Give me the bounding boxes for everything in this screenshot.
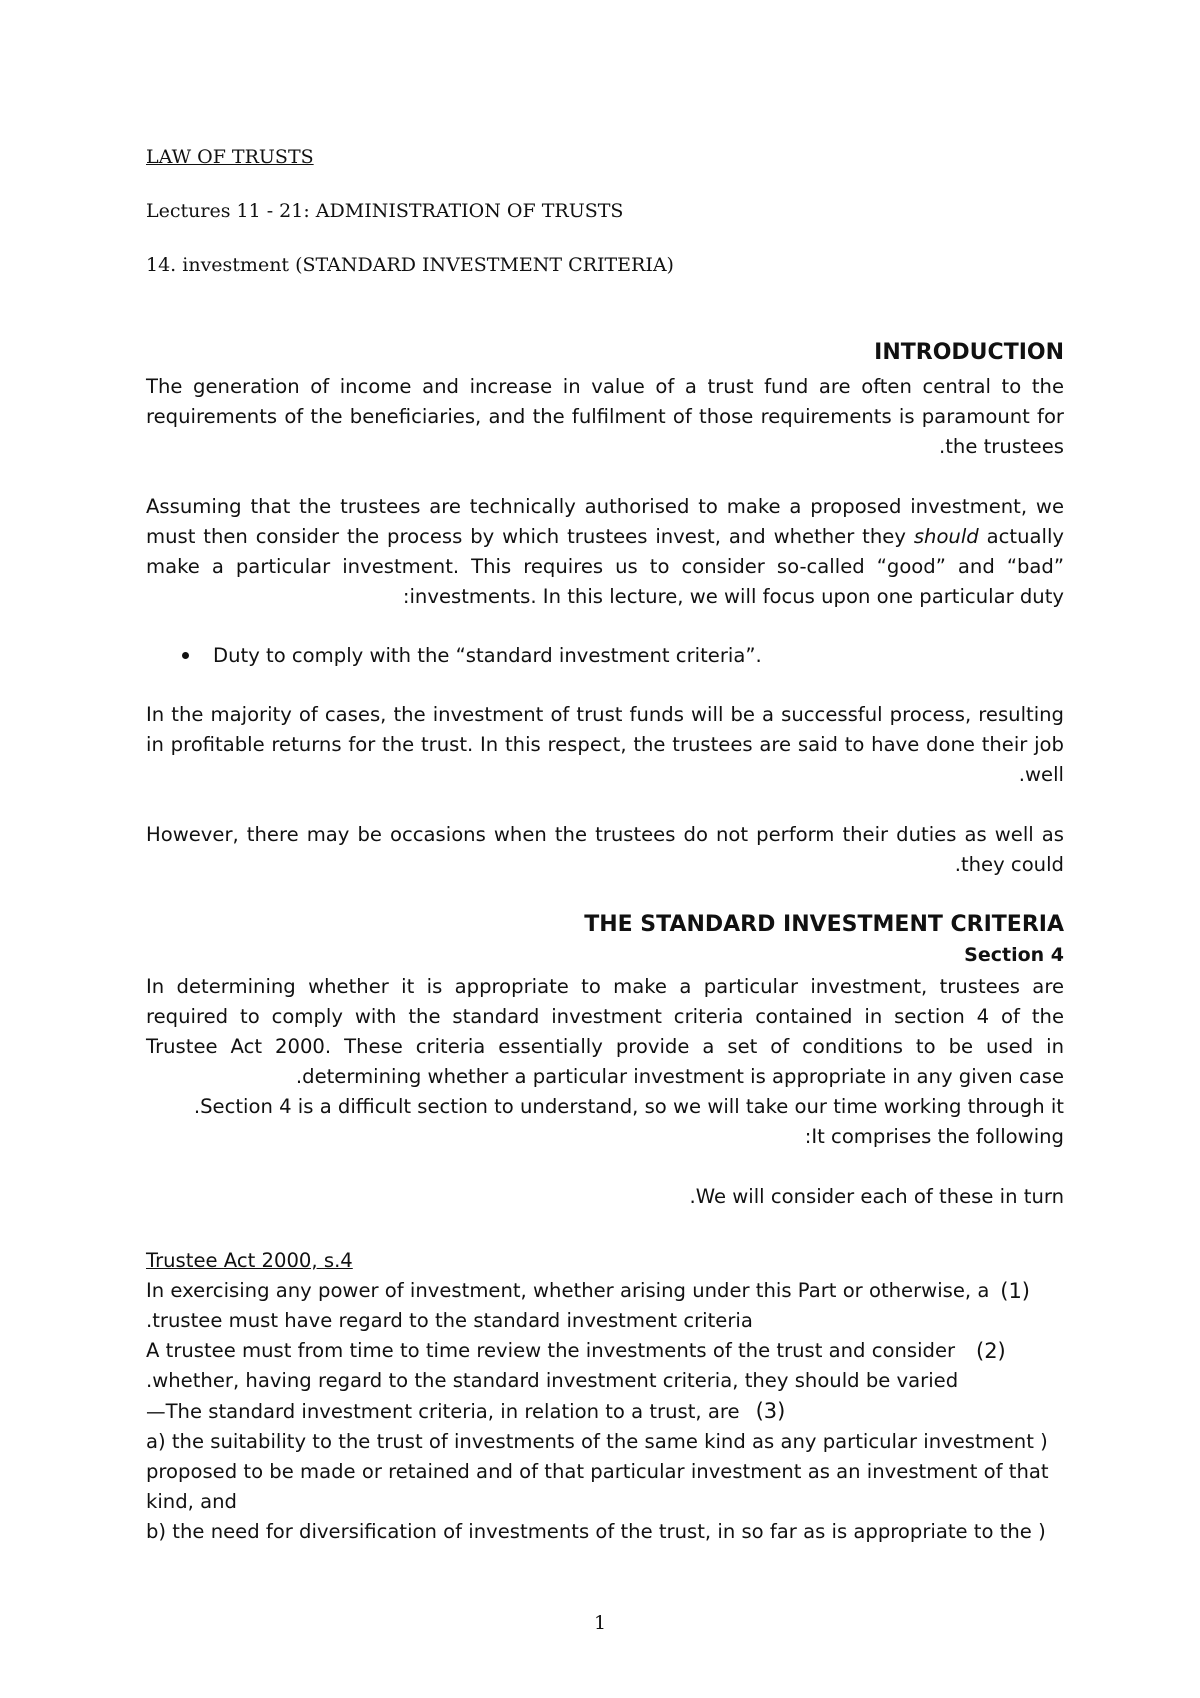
- text-line: [146, 522, 1064, 552]
- text-line: required to comply with the standard investment criteria contained in section 4 of the: [146, 1005, 1064, 1028]
- subsection-number: (2): [976, 1339, 1006, 1363]
- statute-a-line1: a) the suitability to the trust of investments of the same kind as any particular investment ): [146, 1430, 1048, 1453]
- statute-b-line1: b) the need for diversification of investments of the trust, in so far as is appropriate to the ): [146, 1520, 1046, 1543]
- statute-a-line2: proposed to be made or retained and of that particular investment as an investment of that: [146, 1460, 1049, 1483]
- text-line: In determining whether it is appropriate to make a particular investment, trustees are: [146, 975, 1064, 998]
- page-number: 1: [593, 1612, 607, 1634]
- topic-line: 14. investment (STANDARD INVESTMENT CRITERIA): [146, 254, 674, 276]
- text-line: .the trustees: [939, 435, 1064, 458]
- criteria-heading: THE STANDARD INVESTMENT CRITERIA: [584, 912, 1064, 937]
- intro-paragraph-2: [146, 492, 1064, 612]
- intro-paragraph-4: [146, 820, 1064, 880]
- text-line: In the majority of cases, the investment of trust funds will be a successful process, resulting: [146, 703, 1064, 726]
- text-line: Assuming that the trustees are technically authorised to make a proposed investment, we: [146, 495, 1064, 518]
- text-fragment: actually: [986, 525, 1064, 548]
- text-line: make a particular investment. This requires us to consider so-called “good” and “bad”: [146, 555, 1064, 578]
- course-title: LAW OF TRUSTS: [146, 146, 314, 168]
- text-line: However, there may be occasions when the trustees do not perform their duties as well as: [146, 823, 1064, 846]
- lectures-line: Lectures 11 - 21: ADMINISTRATION OF TRUSTS: [146, 200, 624, 222]
- criteria-subheading: Section 4: [964, 944, 1064, 966]
- criteria-paragraph-2: [146, 1182, 1064, 1212]
- statute-extract: [146, 1246, 1064, 1547]
- text-line: :It comprises the following: [804, 1125, 1064, 1148]
- statute-s1-line1: [146, 1276, 1064, 1306]
- text-line: .We will consider each of these in turn: [689, 1185, 1064, 1208]
- statute-s2-line2: .whether, having regard to the standard investment criteria, they should be varied: [146, 1369, 959, 1392]
- introduction-heading: INTRODUCTION: [874, 340, 1064, 365]
- text-line: requirements of the beneficiaries, and the fulfilment of those requirements is paramount for: [146, 405, 1064, 428]
- intro-paragraph-1: [146, 372, 1064, 462]
- text-line: .they could: [954, 853, 1064, 876]
- bullet-item: [182, 644, 762, 667]
- statute-s3-line1: [146, 1396, 1064, 1427]
- text-line: :investments. In this lecture, we will focus upon one particular duty: [402, 585, 1064, 608]
- text-line: .Section 4 is a difficult section to understand, so we will take our time working through it: [193, 1095, 1064, 1118]
- statute-title: Trustee Act 2000, s.4: [146, 1249, 353, 1272]
- text-line: in profitable returns for the trust. In this respect, the trustees are said to have done their job: [146, 733, 1064, 756]
- statute-a-line3: kind, and: [146, 1490, 237, 1513]
- text-fragment: must then consider the process by which trustees invest, and whether they: [146, 525, 906, 548]
- emphasis-should: should: [913, 525, 979, 548]
- text-line: Trustee Act 2000. These criteria essentially provide a set of conditions to be used in: [146, 1035, 1064, 1058]
- subsection-number: (3): [755, 1399, 786, 1423]
- intro-paragraph-3: [146, 700, 1064, 790]
- subsection-number: (1): [1000, 1279, 1030, 1303]
- statute-text: In exercising any power of investment, whether arising under this Part or otherwise, a: [146, 1279, 990, 1302]
- text-line: .well: [1018, 763, 1064, 786]
- text-line: The generation of income and increase in value of a trust fund are often central to the: [146, 375, 1064, 398]
- statute-text: A trustee must from time to time review the investments of the trust and consider: [146, 1339, 956, 1362]
- statute-text: —The standard investment criteria, in relation to a trust, are: [146, 1400, 740, 1423]
- statute-s1-line2: .trustee must have regard to the standard investment criteria: [146, 1309, 753, 1332]
- criteria-paragraph-1: [146, 972, 1064, 1152]
- text-line: .determining whether a particular investment is appropriate in any given case: [295, 1065, 1064, 1088]
- bullet-text: Duty to comply with the “standard investment criteria”.: [213, 644, 762, 667]
- bullet-dot-icon: [182, 652, 189, 659]
- statute-s2-line1: [146, 1336, 1064, 1366]
